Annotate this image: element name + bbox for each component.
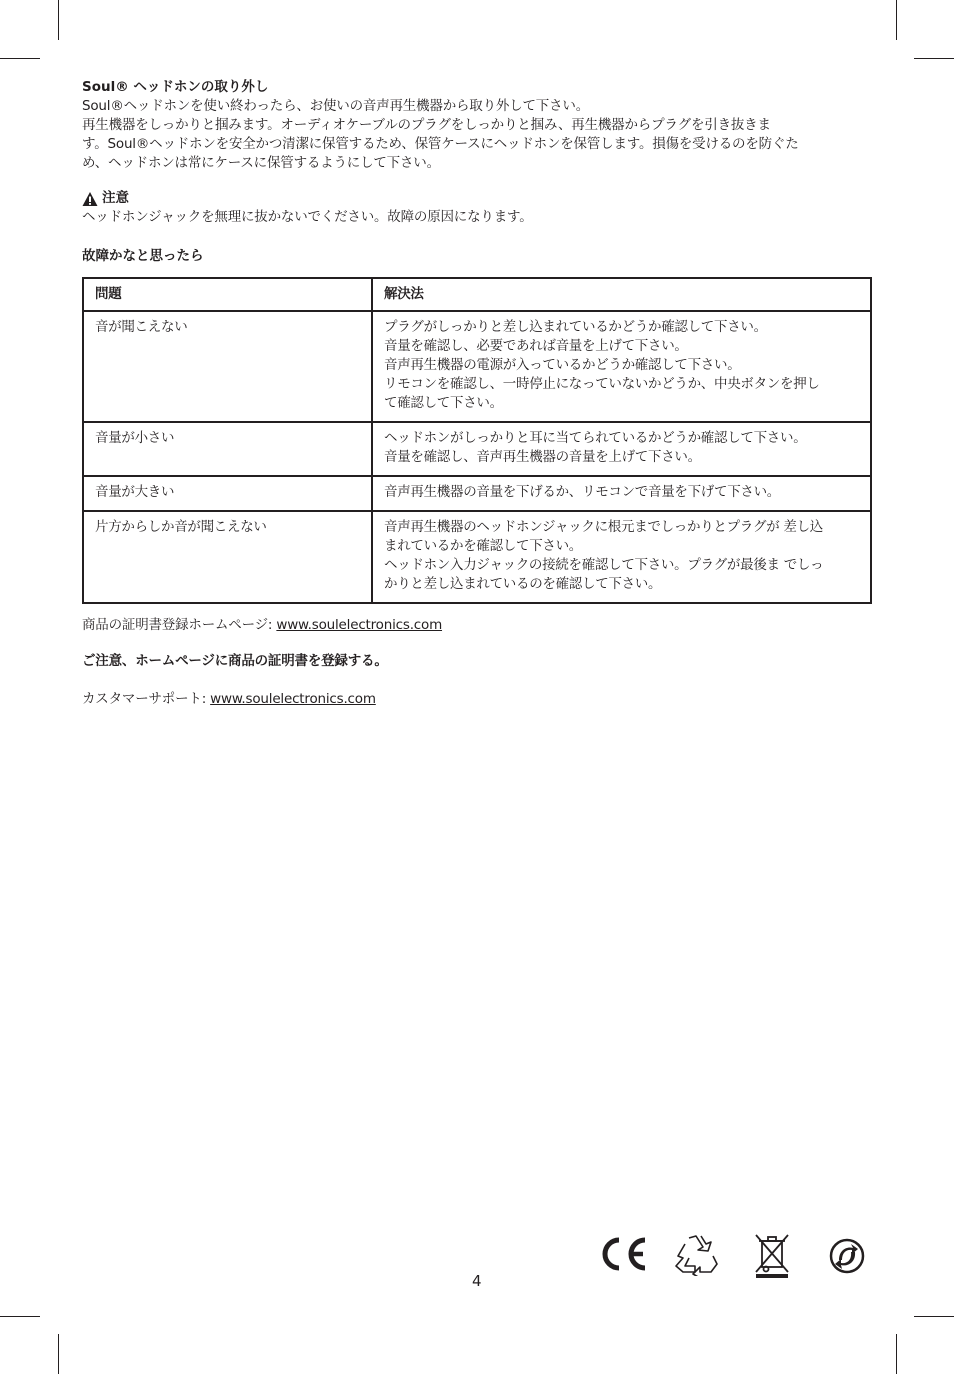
table-row <box>83 422 871 476</box>
intro-line: 再生機器をしっかりと掴みます。オーディオケーブルのプラグをしっかりと掴み、再生機器からプラグを引き抜きま <box>82 117 771 133</box>
intro-line: め、ヘッドホンは常にケースに保管するようにして下さい。 <box>82 155 440 171</box>
intro-line: Soul®ヘッドホンを使い終わったら、お使いの音声再生機器から取り外して下さい。 <box>82 98 589 114</box>
caution-text: ヘッドホンジャックを無理に抜かないでください。故障の原因になります。 <box>82 209 533 225</box>
solution-line: 音声再生機器の電源が入っているかどうか確認して下さい。 <box>384 357 741 373</box>
crop-mark <box>914 58 954 59</box>
solution-line: 音声再生機器のヘッドホンジャックに根元までしっかりとプラグが 差し込 <box>384 519 823 535</box>
recycle-icon <box>673 1234 719 1280</box>
troubleshooting-table <box>82 277 872 604</box>
solution-line: まれているかを確認して下さい。 <box>384 538 582 554</box>
table-header-row <box>83 278 871 311</box>
solution-line: リモコンを確認し、一時停止になっていないかどうか、中央ボタンを押し <box>384 376 820 392</box>
certification-logos <box>595 1230 875 1280</box>
solution-line: 音量を確認し、必要であれば音量を上げて下さい。 <box>384 338 688 354</box>
column-header-solution: 解決法 <box>372 278 871 311</box>
green-dot-icon <box>829 1238 865 1278</box>
warning-triangle-icon <box>82 191 98 207</box>
crop-mark <box>896 1334 897 1374</box>
crop-mark <box>58 0 59 40</box>
table-row <box>83 511 871 603</box>
solution-line: ヘッドホン入力ジャックの接続を確認して下さい。プラグが最後ま でしっ <box>384 557 824 573</box>
intro-title: Soul® ヘッドホンの取り外し <box>82 79 269 95</box>
solution-line: プラグがしっかりと差し込まれているかどうか確認して下さい。 <box>384 319 767 335</box>
problem-cell: 音量が小さい <box>83 422 372 476</box>
page-number: 4 <box>472 1272 482 1290</box>
solution-line: かりと差し込まれているのを確認して下さい。 <box>384 576 662 592</box>
crop-mark <box>0 58 40 59</box>
column-header-problem: 問題 <box>83 278 372 311</box>
support-line <box>82 690 872 709</box>
registration-label: 商品の証明書登録ホームページ: <box>82 617 277 633</box>
solution-line: 音量を確認し、音声再生機器の音量を上げて下さい。 <box>384 449 701 465</box>
problem-cell: 片方からしか音が聞こえない <box>83 511 372 603</box>
registration-line <box>82 616 872 635</box>
page-content <box>82 78 872 709</box>
crop-mark <box>914 1316 954 1317</box>
solution-cell <box>372 511 871 603</box>
registration-notice: ご注意、ホームページに商品の証明書を登録する。 <box>82 653 388 669</box>
troubleshooting-title: 故障かなと思ったら <box>82 248 204 264</box>
problem-cell: 音が聞こえない <box>83 311 372 422</box>
solution-line: 音声再生機器の音量を下げるか、リモコンで音量を下げて下さい。 <box>384 484 780 500</box>
intro-line: す。Soul®ヘッドホンを安全かつ清潔に保管するため、保管ケースにヘッドホンを保管します。損傷を受けるのを防ぐた <box>82 136 799 152</box>
solution-cell <box>372 476 871 511</box>
table-row <box>83 476 871 511</box>
registration-link[interactable]: www.soulelectronics.com <box>276 617 443 633</box>
solution-line: ヘッドホンがしっかりと耳に当てられているかどうか確認して下さい。 <box>384 430 807 446</box>
ce-mark-icon <box>597 1236 649 1276</box>
solution-cell <box>372 311 871 422</box>
caution-title: 注意 <box>102 190 129 206</box>
crop-mark <box>896 0 897 40</box>
support-link[interactable]: www.soulelectronics.com <box>210 691 376 707</box>
solution-cell <box>372 422 871 476</box>
solution-line: て確認して下さい。 <box>384 395 503 411</box>
crop-mark <box>0 1316 40 1317</box>
problem-cell: 音量が大きい <box>83 476 372 511</box>
crop-mark <box>58 1334 59 1374</box>
support-label: カスタマーサポート: <box>82 691 211 707</box>
caution-heading <box>82 189 872 208</box>
crossed-bin-icon <box>753 1232 791 1282</box>
table-row <box>83 311 871 422</box>
